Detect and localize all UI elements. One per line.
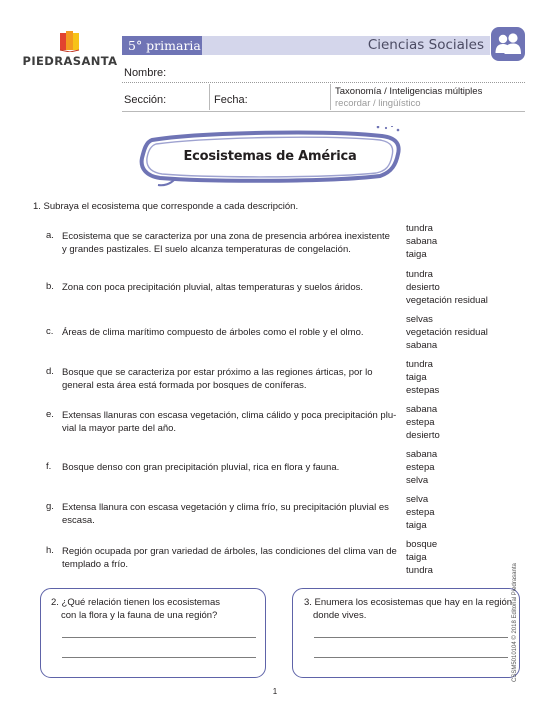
form-separator	[209, 84, 210, 110]
option[interactable]: desierto	[406, 282, 440, 293]
section-label: Sección:	[124, 94, 167, 106]
option[interactable]: selva	[406, 475, 429, 486]
option[interactable]: estepa	[406, 417, 435, 428]
form-divider	[122, 111, 525, 112]
option[interactable]: tundra	[406, 223, 433, 234]
item-letter: e.	[46, 409, 54, 420]
option[interactable]: estepa	[406, 462, 435, 473]
answer-line[interactable]	[314, 637, 508, 638]
option[interactable]: desierto	[406, 430, 440, 441]
question-3-text: donde vives.	[313, 610, 367, 621]
item-description: Extensa llanura con escasa vegetación y clima frío, su precipitación pluvial es escasa.	[62, 502, 389, 526]
answer-line[interactable]	[314, 657, 508, 658]
form-separator	[330, 84, 331, 110]
item-description: Bosque que se caracteriza por estar próximo a las regiones árticas, por lo general esta área está formada por bosques de coníferas.	[62, 367, 373, 391]
answer-line[interactable]	[62, 637, 256, 638]
option[interactable]: tundra	[406, 359, 433, 370]
option[interactable]: tundra	[406, 269, 433, 280]
item-letter: c.	[46, 326, 54, 337]
form-divider	[122, 82, 525, 83]
option[interactable]: tundra	[406, 565, 433, 576]
option[interactable]: taiga	[406, 552, 427, 563]
question-2-text: 2. ¿Qué relación tienen los ecosistemas	[51, 597, 220, 608]
brand-logo	[22, 30, 118, 72]
option[interactable]: taiga	[406, 372, 427, 383]
date-label: Fecha:	[214, 94, 248, 106]
option[interactable]: sabana	[406, 404, 438, 415]
brand-name: PIEDRASANTA	[22, 54, 118, 68]
taxonomy-sub-label: recordar / lingüístico	[335, 98, 421, 109]
item-description: Áreas de clima marítimo compuesto de árboles como el roble y el olmo.	[62, 327, 364, 338]
item-description: Región ocupada por gran variedad de árboles, las condiciones del clima van de templado a frío.	[62, 546, 397, 570]
item-description: Zona con poca precipitación pluvial, altas temperaturas y suelos áridos.	[62, 282, 363, 293]
item-letter: d.	[46, 366, 54, 377]
option[interactable]: taiga	[406, 249, 427, 260]
option[interactable]: sabana	[406, 449, 438, 460]
taxonomy-label: Taxonomía / Inteligencias múltiples	[335, 86, 483, 97]
subject-label: Ciencias Sociales	[202, 36, 490, 55]
option[interactable]: selvas	[406, 314, 433, 325]
option[interactable]: sabana	[406, 236, 438, 247]
item-letter: h.	[46, 545, 54, 556]
option[interactable]: estepa	[406, 507, 435, 518]
copyright-code: CSSM5010104 © 2018 Editorial Piedrasanta	[512, 563, 518, 682]
option[interactable]: sabana	[406, 340, 438, 351]
option[interactable]: vegetación residual	[406, 295, 488, 306]
option[interactable]: estepas	[406, 385, 440, 396]
people-icon	[491, 27, 525, 61]
answer-line[interactable]	[62, 657, 256, 658]
option[interactable]: bosque	[406, 539, 438, 550]
option[interactable]: selva	[406, 494, 429, 505]
grade-label: 5° primaria	[122, 36, 202, 55]
name-label: Nombre:	[124, 67, 167, 79]
question-3-text: 3. Enumera los ecosistemas que hay en la región	[304, 597, 513, 608]
option[interactable]: vegetación residual	[406, 327, 488, 338]
item-description: Ecosistema que se caracteriza por una zona de presencia arbórea inexistente y grandes pastizales. El suelo alcanza temperaturas de congelación.	[62, 231, 390, 255]
page-title: Ecosistemas de América	[183, 149, 357, 164]
question-2-text: con la flora y la fauna de una región?	[61, 610, 218, 621]
item-letter: f.	[46, 461, 52, 472]
item-letter: g.	[46, 501, 54, 512]
option[interactable]: taiga	[406, 520, 427, 531]
exercise-instruction: 1. Subraya el ecosistema que corresponde a cada descripción.	[33, 201, 299, 212]
item-description: Bosque denso con gran precipitación pluvial, rica en flora y fauna.	[62, 462, 340, 473]
item-description: Extensas llanuras con escasa vegetación, clima cálido y poca precipitación plu-vial la mayor parte del año.	[62, 410, 397, 434]
books-logo-icon	[59, 30, 81, 52]
page-number: 1	[272, 687, 278, 696]
item-letter: b.	[46, 281, 54, 292]
item-letter: a.	[46, 230, 54, 241]
